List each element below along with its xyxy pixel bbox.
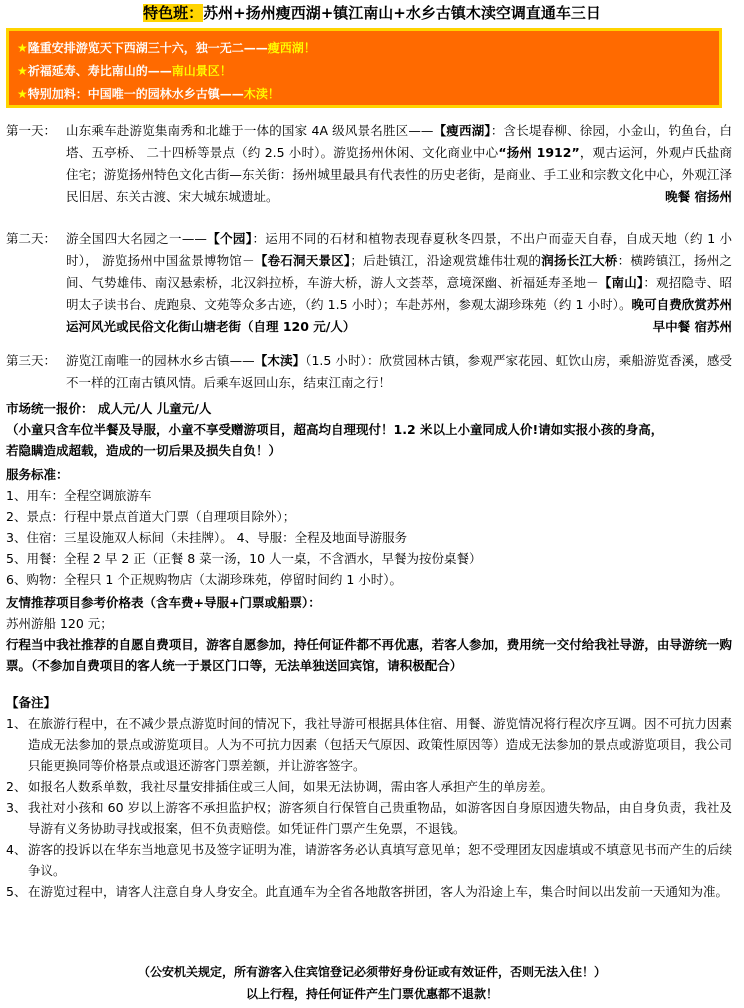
- meal-info: 晚餐 宿扬州: [665, 189, 732, 204]
- day-three: [6, 350, 732, 394]
- recommend-heading: 友情推荐项目参考价格表（含车费+导服+门票或船票）：: [6, 595, 321, 610]
- star-icon: ★: [17, 87, 28, 101]
- title-tag: 特色班：: [143, 4, 204, 22]
- service-item: 6、购物：全程只 1 个正规购物店（太湖珍珠苑，停留时间约 1 小时）。: [6, 572, 403, 587]
- meal-info: 早中餐 宿苏州: [652, 319, 732, 334]
- day-label: 第三天：: [6, 353, 57, 368]
- remark-item: 4、 游客的投诉以在华东当地意见书及签字证明为准，请游客务必认真填写意见单；恕不受理团友因虚填或不填意见书而产生的后续争议。: [6, 842, 732, 878]
- recommend-notice: 行程当中我社推荐的自愿自费项目，游客自愿参加，持任何证件都不再优惠，若客人参加，费用统一交付给我社导游，由导游统一购票。（不参加自费项目的客人统一于景区门口等，无法单独送回宾馆，请积极配合）: [6, 637, 732, 673]
- day-two: [6, 228, 732, 338]
- day-description: 游览江南唯一的园林水乡古镇——【木渎】（1.5 小时）：欣赏园林古镇，参观严家花园、虹饮山房，乘船游览香溪，感受不一样的江南古镇风情。后乘车返回山东，结束江南之行！: [66, 353, 732, 390]
- price-section: [6, 398, 732, 461]
- day-label: 第一天：: [6, 123, 57, 138]
- highlight-keyword: 瘦西湖！: [267, 41, 316, 55]
- highlight-keyword: 南山景区！: [171, 64, 232, 78]
- star-icon: ★: [17, 64, 28, 78]
- service-item: 5、用餐：全程 2 早 2 正（正餐 8 菜一汤，10 人一桌，不含酒水，早餐为按份桌餐）: [6, 551, 482, 566]
- remarks-section: [6, 692, 732, 902]
- highlight-line: ★祈福延寿、寿比南山的——南山景区！: [17, 64, 232, 78]
- remark-item: 5、 在游览过程中，请客人注意自身人身安全。此直通车为全省各地散客拼团，客人为沿途上车，集合时间以出发前一天通知为准。: [6, 884, 729, 899]
- highlight-keyword: 木渎！: [243, 87, 280, 101]
- remark-item: 2、 如报名人数系单数，我社尽量安排插住或三人间，如果无法协调，需由客人承担产生的单房差。: [6, 779, 554, 794]
- footer-note: 以上行程，持任何证件产生门票优惠都不退款！: [245, 987, 498, 1001]
- price-line: 市场统一报价： 成人元/人 儿童元/人: [6, 401, 212, 416]
- recommend-item: 苏州游船 120 元；: [6, 616, 113, 631]
- day-description: 游全国四大名园之一——【个园】：运用不同的石材和植物表现春夏秋冬四景，不出户而壶天自春，自成天地（约 1 小时）， 游览扬州中国盆景博物馆－【卷石洞天景区】；后赴镇江，沿途观赏雄伟壮观的润扬长江大桥：横跨镇江，扬州之间、气势雄伟、南汉悬索桥，北汉斜拉桥，车游大桥，游人文荟萃，意境深幽、祈福延寿圣地－【南山】：观招隐寺、昭明太子读书台、虎跑泉、文苑等众多古迹，（约 1.5 小时）；车赴苏州，参观太湖珍珠苑（约 1 小时）。晚可自费欣赏苏州运河风光或民俗文化街山塘老街（自理 120 元/人） 早中餐 宿苏州: [66, 228, 732, 338]
- highlight-line: ★隆重安排游览天下西湖三十六，独一无二——瘦西湖！: [17, 41, 316, 55]
- service-section: [6, 464, 732, 590]
- remark-item: 1、 在旅游行程中，在不减少景点游览时间的情况下，我社导游可根据具体住宿、用餐、游览情况将行程次序互调。因不可抗力因素造成无法参加的景点或游览项目。人为不可抗力因素（包括天气原因、政策性原因等）造成无法参加的景点或游览项目，我公司只能更换同等价格景点或退还游客门票差额，并让游客签字。: [6, 716, 732, 773]
- star-icon: ★: [17, 41, 28, 55]
- highlights-banner: [6, 28, 722, 108]
- remarks-heading: 【备注】: [6, 695, 57, 710]
- recommend-section: [6, 592, 732, 676]
- service-item: 1、用车：全程空调旅游车: [6, 488, 152, 503]
- page-title: [0, 2, 744, 24]
- day-one: [6, 120, 732, 208]
- price-note: （小童只含车位半餐及导服，小童不享受赠游项目，超高均自理现付！1.2 米以上小童同成人价!请如实报小孩的身高，: [6, 422, 664, 437]
- service-item: 2、景点：行程中景点首道大门票（自理项目除外）；: [6, 509, 296, 524]
- highlight-line: ★特别加料：中国唯一的园林水乡古镇——木渎！: [17, 87, 280, 101]
- day-description: 山东乘车赴游览集南秀和北雄于一体的国家 4A 级风景名胜区——【瘦西湖】：含长堤春柳、徐园，小金山，钓鱼台，白塔、五亭桥、 二十四桥等景点（约 2.5 小时）。游览扬州休闲、文化商业中心“扬州 1912”，观古运河，外观卢氏盐商住宅；游览扬州特色文化古街—东关街：扬州城里最具有代表性的历史老街，是商业、手工业和宗教文化中心，外观江泽民旧居、东关古渡、宋大城东城遗址。 晚餐 宿扬州: [66, 120, 732, 208]
- remark-item: 3、 我社对小孩和 60 岁以上游客不承担监护权；游客须自行保管自己贵重物品，如游客因自身原因遗失物品，由自身负责，我社及导游有义务协助寻找或报案，但不负责赔偿。如凭证件门票产生免票，不退钱。: [6, 800, 732, 836]
- day-label: 第二天：: [6, 231, 57, 246]
- title-text: 苏州+扬州瘦西湖+镇江南山+水乡古镇木渎空调直通车三日: [203, 4, 601, 22]
- price-note: 若隐瞒造成超载，造成的一切后果及损失自负！）: [6, 443, 282, 458]
- footer-note: （公安机关规定，所有游客入住宾馆登记必须带好身份证或有效证件，否则无法入住！）: [137, 965, 606, 979]
- service-item: 3、住宿：三星设施双人标间（未挂牌）。 4、导服：全程及地面导游服务: [6, 530, 408, 545]
- service-heading: 服务标准：: [6, 467, 69, 482]
